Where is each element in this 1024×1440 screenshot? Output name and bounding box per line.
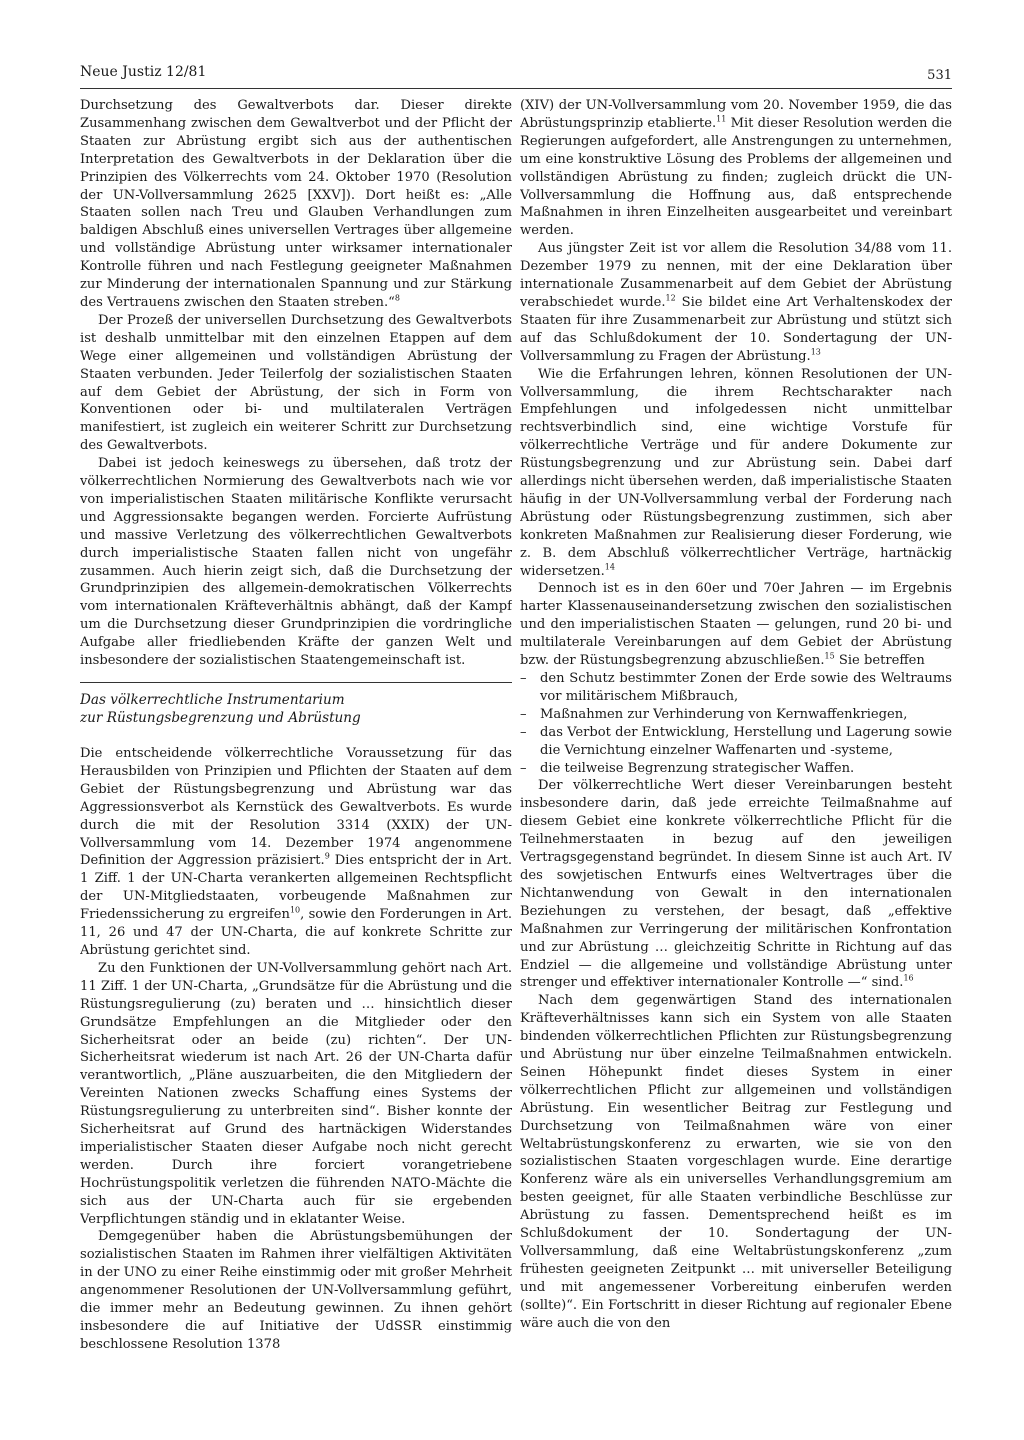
paragraph: Der völkerrechtliche Wert dieser Vereinbarungen besteht insbesondere darin, daß jede erreichte Teilmaßnahme auf diesem Gebiet eine konkrete völkerrechtliche Pflicht für die Teilnehmerstaaten in bezug auf den jeweiligen Vertragsgegenstand begründet. In diesem Sinne ist auch Art. IV des sowjetischen Entwurfs eines Weltvertrages über die Nichtanwendung von Gewalt in den internationalen Beziehungen zu verstehen, der besagt, daß „effektive Maßnahmen zur Verringerung der militärischen Konfrontation und zur Abrüstung … gleichzeitig Schritte in Richtung auf das Endziel — die allgemeine und vollständige Abrüstung unter strenger und effektiver internationaler Kontrolle —“ sind.$^{16}$: [520, 778, 952, 991]
right-column: [520, 97, 952, 1417]
list-item: – Maßnahmen zur Verhinderung von Kernwaffenkriegen,: [520, 706, 952, 724]
list-item: – das Verbot der Entwicklung, Herstellung und Lagerung sowie die Vernichtung einzelner Waffenarten und -systeme,: [520, 724, 952, 760]
list-item: – den Schutz bestimmter Zonen der Erde sowie des Weltraums vor militärischem Mißbrauch,: [520, 670, 952, 706]
paragraph: Aus jüngster Zeit ist vor allem die Resolution 34/88 vom 11. Dezember 1979 zu nennen, mit der eine Deklaration über internationale Zusammenarbeit auf dem Gebiet der Abrüstung verabschiedet wurde.$^{12}$ Sie bildet eine Art Verhaltenskodex der Staaten für ihre Zusammenarbeit zur Abrüstung und stützt sich auf das Schlußdokument der 10. Sondertagung der UN-Vollversammlung zu Fragen der Abrüstung.$^{13}$: [520, 241, 952, 364]
footnote-ref: 15: [824, 651, 835, 661]
paragraph: Durchsetzung des Gewaltverbots dar. Dieser direkte Zusammenhang zwischen dem Gewaltverbot und der Pflicht der Staaten zur Abrüstung ergibt sich aus der authentischen Interpretation des Gewaltverbots in der Deklaration über die Prinzipien des Völkerrechts vom 24. Oktober 1970 (Resolution der UN-Vollversammlung 2625 [XXV]). Dort heißt es: „Alle Staaten sollen nach Treu und Glauben Verhandlungen zum baldigen Abschluß eines universellen Vertrages über allgemeine und vollständige Abrüstung unter wirksamer internationaler Kontrolle führen und nach Festlegung geeigneter Maßnahmen zur Minderung der internationalen Spannung und zur Stärkung des Vertrauens zwischen den Staaten streben.“$^8$: [80, 98, 512, 310]
paragraph: Der Prozeß der universellen Durchsetzung des Gewaltverbots ist deshalb unmittelbar mit den einzelnen Etappen auf dem Wege einer allgemeinen und vollständigen Abrüstung der Staaten verbunden. Jeder Teilerfolg der sozialistischen Staaten auf dem Gebiet der Abrüstung, der sich in Form von Konventionen oder bi- und multilateralen Verträgen manifestiert, ist zugleich ein weiterer Schritt zur Durchsetzung des Gewaltverbots.: [80, 312, 512, 454]
journal-issue: Neue Justiz 12/81: [80, 64, 207, 80]
footnote-ref: 16: [903, 974, 914, 984]
left-column: [80, 97, 512, 1417]
footnote-ref: 14: [604, 562, 615, 572]
footnote-ref: 11: [716, 114, 727, 124]
paragraph: Die entscheidende völkerrechtliche Voraussetzung für das Herausbilden von Prinzipien und Pflichten der Staaten auf dem Gebiet der Rüstungsbegrenzung und Abrüstung war das Aggressionsverbot als Kernstück des Gewaltverbots. Es wurde durch die mit der Resolution 3314 (XXIX) der UN-Vollversammlung vom 14. Dezember 1974 angenommene Definition der Aggression präzisiert.$^9$ Dies entspricht der in Art. 1 Ziff. 1 der UN-Charta verankerten allgemeinen Rechtspflicht der UN-Mitgliedstaaten, vorbeugende Maßnahmen zur Friedenssicherung zu ergreifen$^{10}$, sowie den Forderungen in Art. 11, 26 und 47 der UN-Charta, die auf konkrete Schritte zur Abrüstung gerichtet sind.: [80, 746, 512, 958]
paragraph: Nach dem gegenwärtigen Stand des internationalen Kräfteverhältnisses kann sich ein System von alle Staaten bindenden völkerrechtlichen Pflichten zur Rüstungsbegrenzung und Abrüstung nur über einzelne Teilmaßnahmen entwickeln. Seinen Höhepunkt findet dieses System in einer völkerrechtlichen Pflicht zur allgemeinen und vollständigen Abrüstung. Ein wesentlicher Beitrag zur Festlegung und Durchsetzung von Teilmaßnahmen wäre von einer Weltabrüstungskonferenz zu erwarten, wie sie von den sozialistischen Staaten vorgeschlagen wurde. Eine derartige Konferenz wäre als ein universelles Verhandlungsgremium am besten geeignet, für alle Staaten verbindliche Beschlüsse zur Abrüstung zu fassen. Dementsprechend heißt es im Schlußdokument der 10. Sondertagung der UN-Vollversammlung, daß eine Weltabrüstungskonferenz „zum frühesten geeigneten Zeitpunkt … mit universeller Beteiligung und mit angemessener Vorbereitung einberufen werden (sollte)“. Ein Fortschritt in dieser Richtung auf regionaler Ebene wäre auch die von den: [520, 993, 952, 1331]
section-heading: [80, 682, 512, 727]
page-number: 531: [927, 68, 952, 83]
section-heading-line: zur Rüstungsbegrenzung und Abrüstung: [80, 710, 361, 726]
paragraph: Dabei ist jedoch keineswegs zu übersehen, daß trotz der völkerrechtlichen Normierung des Gewaltverbots nach wie vor von imperialistischen Staaten militärische Konflikte verursacht und Aggressionsakte begangen werden. Forcierte Aufrüstung und massive Verletzung des völkerrechtlichen Gewaltverbots durch imperialistische Staaten fallen nicht von ungefähr zusammen. Auch hierin zeigt sich, daß die Durchsetzung der Grundprinzipien des allgemein-demokratischen Völkerrechts vom internationalen Kräfteverhältnis abhängt, daß der Kampf um die Durchsetzung dieser Grundprinzipien die vordringliche Aufgabe aller friedliebenden Kräfte der ganzen Welt und insbesondere der sozialistischen Staatengemeinschaft ist.: [80, 456, 512, 669]
paragraph: Dennoch ist es in den 60er und 70er Jahren — im Ergebnis harter Klassenauseinandersetzung zwischen den sozialistischen und den imperialistischen Staaten — gelungen, rund 20 bi- und multilaterale Vereinbarungen auf dem Gebiet der Abrüstung bzw. der Rüstungsbegrenzung abzuschließen.$^{15}$ Sie betreffen: [520, 581, 952, 669]
section-heading-line: Das völkerrechtliche Instrumentarium: [80, 692, 345, 708]
footnote-ref: 8: [394, 293, 400, 303]
paragraph: Demgegenüber haben die Abrüstungsbemühungen der sozialistischen Staaten im Rahmen ihrer vielfältigen Aktivitäten in der UNO zu einer Reihe einstimmig oder mit großer Mehrheit angenommener Resolutionen der UN-Vollversammlung geführt, die immer mehr an Bedeutung gewinnen. Zu ihnen gehört insbesondere die auf Initiative der UdSSR einstimmig beschlossene Resolution 1378: [80, 1229, 512, 1352]
footnote-ref: 12: [665, 293, 676, 303]
footnote-ref: 9: [324, 852, 330, 862]
list-item: – die teilweise Begrenzung strategischer Waffen.: [520, 760, 952, 778]
paragraph: Zu den Funktionen der UN-Vollversammlung gehört nach Art. 11 Ziff. 1 der UN-Charta, „Grundsätze für die Abrüstung und die Rüstungsregulierung (zu) beraten und … hinsichtlich dieser Grundsätze Empfehlungen an die Mitglieder oder den Sicherheitsrat oder an beide (zu) richten“. Der UN-Sicherheitsrat wiederum ist nach Art. 26 der UN-Charta dafür verantwortlich, „Pläne auszuarbeiten, die den Mitgliedern der Vereinten Nationen zwecks Schaffung eines Systems der Rüstungsregulierung zu unterbreiten sind“. Bisher konnte der Sicherheitsrat auf Grund des hartnäckigen Widerstandes imperialistischer Staaten dieser Aufgabe noch nicht gerecht werden. Durch ihre forciert vorangetriebene Hochrüstungspolitik verletzen die führenden NATO-Mächte die sich aus der UN-Charta auch für sie ergebenden Verpflichtungen ständig und in eklatanter Weise.: [80, 960, 512, 1227]
paragraph: Wie die Erfahrungen lehren, können Resolutionen der UN-Vollversammlung, die ihrem Rechtscharakter nach Empfehlungen und infolgedessen nicht unmittelbar rechtsverbindlich sind, eine wichtige Vorstufe für völkerrechtliche Verträge und für andere Dokumente zur Rüstungsbegrenzung und zur Abrüstung sein. Dabei darf allerdings nicht übersehen werden, daß imperialistische Staaten häufig in der UN-Vollversammlung verbal der Forderung nach Abrüstung oder Rüstungsbegrenzung zustimmen, sich aber konkreten Maßnahmen zur Realisierung dieser Forderung, wie z. B. dem Abschluß völkerrechtlicher Verträge, hartnäckig widersetzen.$^{14}$: [520, 366, 952, 579]
footnote-ref: 10: [289, 905, 301, 915]
dash-list: [520, 670, 952, 777]
footnote-ref: 13: [810, 347, 821, 357]
page-header: [80, 62, 952, 89]
paragraph: (XIV) der UN-Vollversammlung vom 20. November 1959, die das Abrüstungsprinzip etablierte.$^{11}$ Mit dieser Resolution werden die Regierungen aufgefordert, alle Anstrengungen zu unternehmen, um eine konstruktive Lösung des Problems der allgemeinen und vollständigen Abrüstung zu finden; zugleich drückt die UN-Vollversammlung die Hoffnung aus, daß entsprechende Maßnahmen in ihren Einzelheiten ausgearbeitet und vereinbart werden.: [520, 98, 952, 239]
